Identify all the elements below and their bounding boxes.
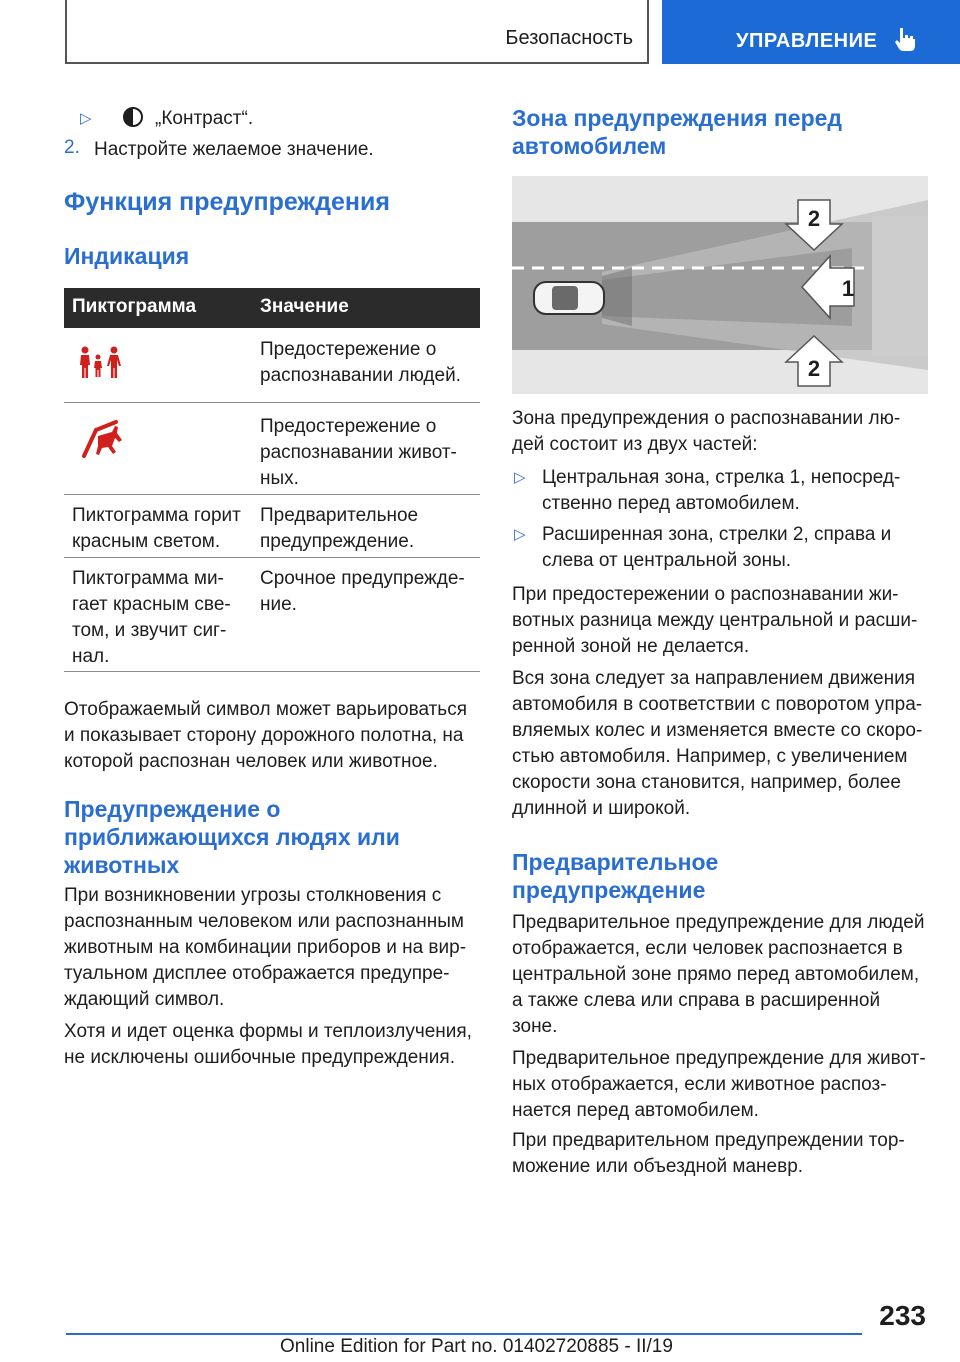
paragraph-follow: Вся зона следует за направлением движения автомобиля в соответствии с поворотом упра- вляемых колес и изменяется вместе со скоро- стью автомобиля. Например, с увеличением скорости зона становится, например, более длинной и широкой. [512,668,923,819]
header-tab[interactable] [662,0,960,64]
table-cell-meaning-1: Предостережение о распознавании людей. [260,339,461,386]
paragraph-zone-parts: Зона предупреждения о распознавании лю- дей состоит из двух частей: [512,408,901,455]
car-icon [534,282,604,314]
paragraph-animals: При предостережении о распознавании жи- вотных разница между центральной и расши- ренной зоной не делается. [512,584,918,657]
column-header-meaning: Значение [260,296,349,317]
bullet-extended-zone: Расширенная зона, стрелки 2, справа и слева от центральной зоны. [542,524,892,571]
tab-label: УПРАВЛЕНИЕ [736,30,878,52]
page-number: 233 [879,1300,926,1331]
animal-warning-icon [82,418,126,458]
figure-label-2-top: 2 [807,206,821,231]
bullet-marker: ▷ [514,526,526,543]
paragraph-pre-people: Предварительное предупреждение для людей отображается, если человек распознается в центральной зоне прямо перед автомобилем, а также слева или справа в расширенной зоне. [512,912,925,1037]
bullet-marker: ▷ [514,469,526,486]
table-cell-pictogram-3: Пиктограмма горит красным светом. [72,505,241,552]
section-title: Безопасность [505,27,633,49]
table-bottom-rule [64,671,480,672]
heading-zone: Зона предупреждения перед автомобилем [512,105,843,159]
hand-pointer-icon [892,26,918,52]
heading-warning-function: Функция предупреждения [64,188,390,216]
paragraph-evaluation: Хотя и идет оценка формы и теплоизлучения, не исключены ошибочные предупреждения. [64,1021,472,1068]
table-cell-pictogram-4: Пиктограмма ми- гает красным све- том, и звучит сиг- нал. [72,568,231,667]
paragraph-pre-animals: Предварительное предупреждение для живот- ных отображается, если животное распоз- нается перед автомобилем. [512,1048,926,1121]
footer-edition: Online Edition for Part no. 01402720885 - II/19 [280,1336,673,1357]
figure-label-1: 1 [841,276,855,301]
table-cell-meaning-3: Предварительное предупреждение. [260,505,419,552]
table-cell-meaning-4: Срочное предупрежде- ние. [260,568,465,615]
footer-rule [66,1333,862,1335]
column-header-pictogram: Пиктограмма [72,296,197,317]
table-row-divider [64,402,480,403]
bullet-marker: ▷ [80,110,92,127]
bullet-central-zone: Центральная зона, стрелка 1, непосред- ственно перед автомобилем. [542,467,901,514]
step-number: 2. [64,137,80,158]
figure-label-2-bottom: 2 [807,356,821,381]
heading-pre-warning: Предварительное предупреждение [512,849,719,903]
paragraph-symbol: Отображаемый символ может варьироваться и показывает сторону дорожного полотна, на которой распознан человек или животное. [64,699,467,772]
table-header [64,288,480,328]
contrast-icon [122,106,144,128]
heading-indication: Индикация [64,243,190,269]
pedestrians-warning-icon [78,346,124,380]
table-row-divider [64,494,480,495]
paragraph-pre-braking: При предварительном предупреждении тор- можение или объездной маневр. [512,1130,905,1177]
header-section-box [65,0,649,64]
table-cell-meaning-2: Предостережение о распознавании живот- ных. [260,416,457,489]
contrast-text: „Контраст“. [155,108,254,129]
step-text: Настройте желаемое значение. [94,139,374,160]
table-row-divider [64,557,480,558]
heading-approach-warning: Предупреждение о приближающихся людях или животных [64,796,400,878]
paragraph-approach: При возникновении угрозы столкновения с распознанным человеком или распознанным животным на комбинации приборов и на вир- туальном дисплее отображается предупре- ждающий символ. [64,885,467,1010]
warning-zone-figure [512,176,928,394]
